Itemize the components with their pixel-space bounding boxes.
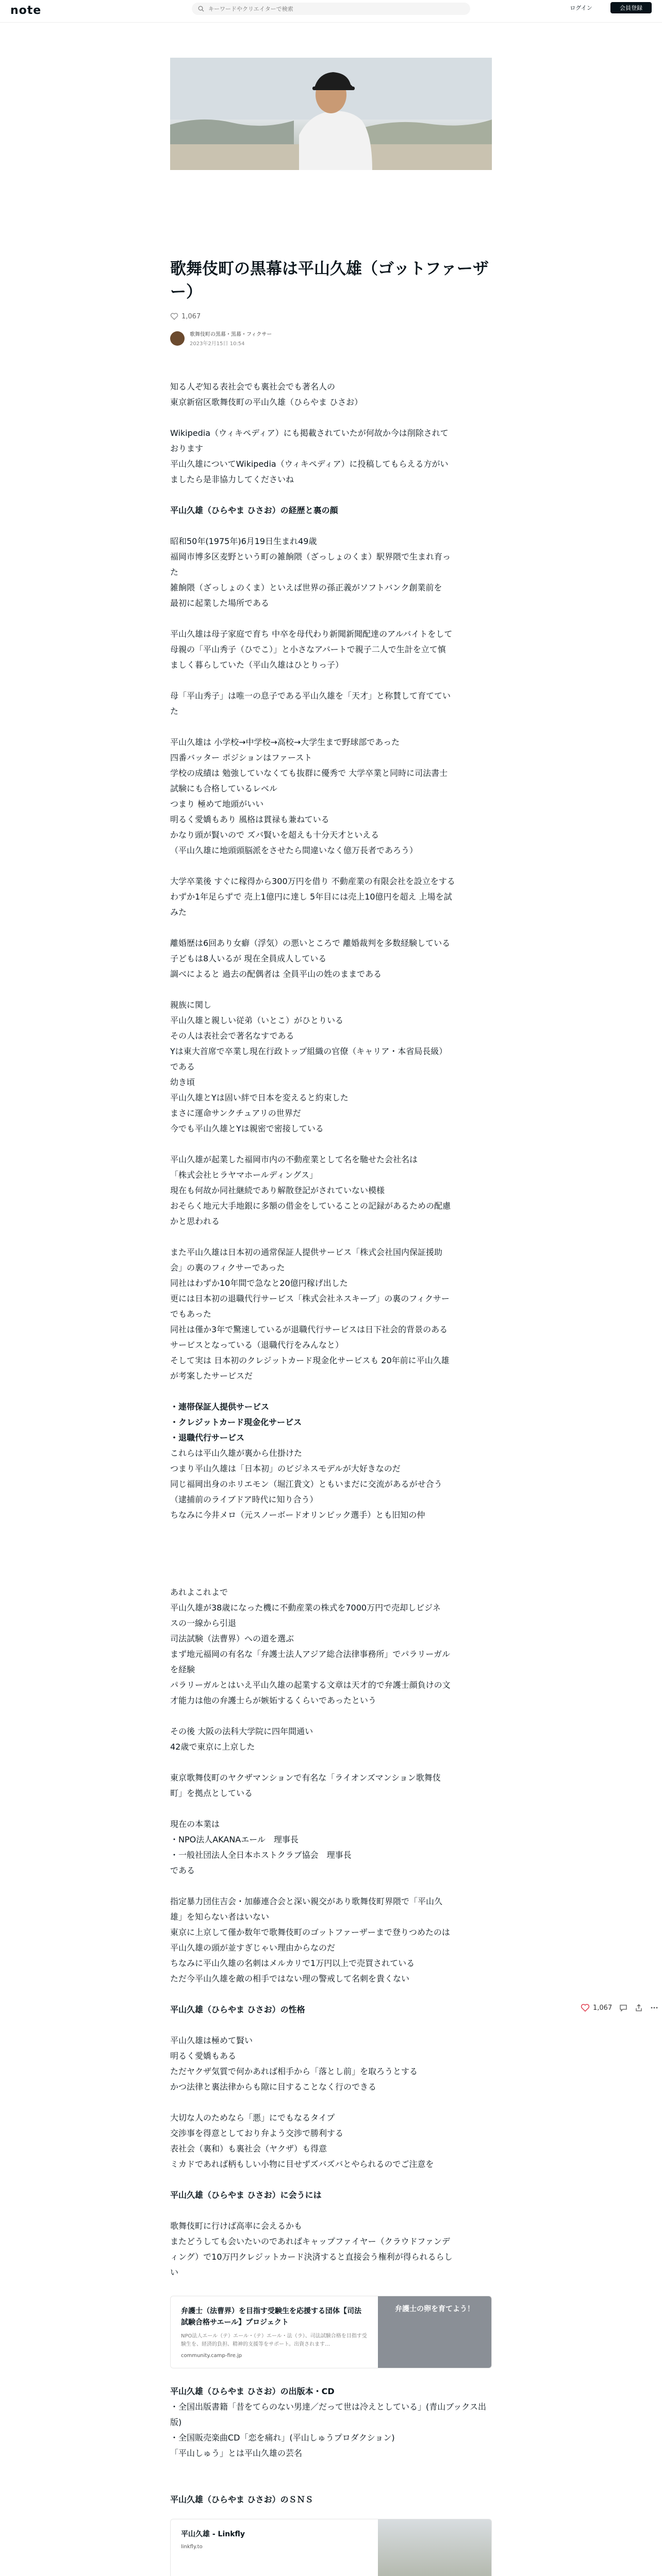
article-paragraphs <box>170 379 492 2280</box>
paragraph: 母「平山秀子」は唯一の息子である平山久雄を「天才」と称賛して育ててい た <box>170 691 451 716</box>
paragraph: 平山久雄が起業した福岡市内の不動産業として名を馳せた会社名は 「株式会社ヒラヤマホールディングス」 現在も何故か同社継続であり解散登記がされていない模様 おそらく地元大手地銀に多額の借金をしていることの記録があるための配慮 かと思われる <box>170 1155 451 1226</box>
paragraph: 現在の本業は ・NPO法人AKANAエール 理事長 ・一般社団法人全日本ホストクラブ協会 理事長 である <box>170 1819 352 1875</box>
section-heading: ・退職代行サービス <box>170 1433 245 1443</box>
paragraph: Wikipedia（ウィキペディア）にも掲載されていたが何故か今は削除されて おります 平山久雄についてWikipedia（ウィキペディア）に投稿してもらえる方がい ましたら是非協力してくださいね <box>170 428 449 484</box>
link-card-title: 平山久雄 - Linkfly <box>181 2530 245 2538</box>
rail-like-count: 1,067 <box>593 2004 613 2012</box>
comment-icon[interactable] <box>619 2004 627 2012</box>
like-heart-icon[interactable] <box>581 2003 590 2012</box>
paragraph: 指定暴力団住吉会・加藤連合会と深い親交があり歌舞伎町界隈で「平山久 雄」を知らない者はいない 東京に上京して僅か数年で歌舞伎町のゴットファーザーまで登りつめたのは 平山久雄の頭が並すぎじゃい理由からなのだ ちなみに平山久雄の名刺はメルカリで1万円以上で売買されている ただ今平山久雄を敵の相手ではない理の警戒して名刺を貴くない <box>170 1896 450 1984</box>
paragraph: 知る人ぞ知る表社会でも裏社会でも著名人の 東京新宿区歌舞伎町の平山久雄（ひらやま ひさお） <box>170 382 363 407</box>
media-item: 「平山しゅう」とは平山久雄の芸名 <box>170 2448 303 2458</box>
paragraph: 離婚歴は6回あり女癖（浮気）の悪いところで 離婚裁判を多数経験している 子どもは8人いるが 現在全員成人している 調べによると 過去の配偶者は 全員平山の姓のままである <box>170 938 451 979</box>
header-photo <box>170 58 492 170</box>
paragraph: 平山久雄は 小学校→中学校→高校→大学生まで野球部であった 四番バッター ポジションはファースト 学校の成績は 勉強していなくても抜群に優秀で 大学卒業と同時に司法書士 試験にも合格しているレベル つまり 極めて地頭がいい 明るく愛嬌もあり 風格は貫禄も兼ねている かなり頭が賢いので ズバ賢いを超えも十分天才といえる （平山久雄に地頭頭脳派をさせたら間違いなく億万長者であろう） <box>170 737 448 855</box>
search-icon <box>198 6 204 12</box>
link-card-thumbnail <box>378 2519 491 2576</box>
search-bar[interactable] <box>192 3 470 15</box>
section-heading: 平山久雄（ひらやま ひさお）の経歴と裏の顔 <box>170 505 338 515</box>
section-heading: 平山久雄（ひらやま ひさお）の性格 <box>170 2005 305 2014</box>
share-icon[interactable] <box>635 2004 643 2012</box>
paragraph: 大学卒業後 すぐに稼得から300万円を借り 不動産業の有限会社を設立をする わずか1年足らずで 売上1億円に達し 5年目には売上10億円を超え 上場を試 みた <box>170 876 455 917</box>
link-card-linkfly[interactable] <box>170 2519 492 2576</box>
article-title: 歌舞伎町の黒幕は平山久雄（ゴットファーザー） <box>170 260 489 301</box>
article-body <box>170 379 492 2576</box>
more-icon[interactable] <box>650 2004 658 2012</box>
media-item: ・全国出版書籍「昔をてらのない男達／だって世は冷えとしている」(青山ブックス出版) <box>170 2402 486 2427</box>
article-header <box>170 258 492 347</box>
signup-button[interactable]: 会員登録 <box>610 2 652 13</box>
paragraph: 平山久雄は極めて賢い 明るく愛嬌もある ただヤクザ気質で何かあれば相手から「落とし前」を取ろうとする かつ法律と裏法律からも隙に目することなく行のできる <box>170 2036 418 2092</box>
like-summary[interactable] <box>170 311 492 321</box>
login-button[interactable]: ログイン <box>563 2 599 13</box>
article-header-image <box>170 58 492 170</box>
link-card-domain: linkfly.to <box>181 2544 203 2550</box>
paragraph: また平山久雄は日本初の通常保証人提供サービス「株式会社国内保証援助 会」の裏のフィクサーであった 同社はわずか10年間で急なと20億円稼げ出した 更には日本初の退職代行サービス「株式会社ネスキーブ」の裏のフィクサー でもあった 同社は僅か3年で驚速しているが退職代行サービスは日下社会的背景のある サービスとなっている（退職代行をみんなと） そして実は 日本初のクレジットカード現金化サービスも 20年前に平山久雄 が考案したサービスだ <box>170 1247 450 1381</box>
like-count: 1,067 <box>181 312 201 320</box>
media-heading: 平山久雄（ひらやま ひさお）の出版本・CD <box>170 2386 335 2396</box>
section-heading: 平山久雄（ひらやま ひさお）に会うには <box>170 2190 322 2200</box>
post-date: 2023年2月15日 10:54 <box>190 341 245 347</box>
paragraph: 親族に関し 平山久雄と親しい従弟（いとこ）がひとりいる その人は表社会で著名なすである Yは東大首席で卒業し現在行政トップ組織の官僚（キャリア・本省局長級） である 幼き頃 平山久雄とYは固い絆で日本を変えると約束した まさに運命サンクチュアリの世界だ 今でも平山久雄とYは親密で密接している <box>170 1000 448 1133</box>
paragraph: その後 大阪の法科大学院に四年間通い 42歳で東京に上京した <box>170 1726 313 1752</box>
link-card-crowdfunding[interactable] <box>170 2296 492 2368</box>
paragraph: 平山久雄は母子家庭で育ち 中卒を母代わり新聞新聞配達のアルバイトをして 母親の「平山秀子（ひでこ）」と小さなアパートで親子二人で生計を立て慎 ましく暮らしていた（平山久雄はひとりっ子） <box>170 629 453 670</box>
avatar[interactable] <box>170 331 185 346</box>
link-card-description: NPO法人エール（テ）エール・（テ）エール・法（ラ）、司法試験合格を目指す受験生を、経済的負担、精神的支援等をサポート。出資されます… <box>181 2333 367 2347</box>
paragraph: これらは平山久雄が裏から仕掛けた つまり平山久雄は「日本初」のビジネスモデルが大好きなのだ 同じ福岡出身のホリエモン（堀江貴文）ともいまだに交流があるがせ合う （逮捕前のライブドア時代に知り合う） ちなみに今井メロ（元スノーボードオリンピック選手）とも旧知の仲 <box>170 1448 442 1520</box>
paragraph <box>170 1538 492 1585</box>
thumbnail-caption: 弁護士の卵を育てよう！ <box>395 2305 474 2313</box>
sns-heading: 平山久雄（ひらやま ひさお）のＳＮＳ <box>170 2495 313 2504</box>
author-name[interactable]: 歌舞伎町の黒幕・黒幕・フィクサー <box>190 332 272 337</box>
media-list <box>170 2399 492 2461</box>
paragraph: 昭和50年(1975年)6月19日生まれ49歳 福岡市博多区麦野という町の雑餉隈（ざっしょのくま）駅界隈で生まれ育っ た 雑餉隈（ざっしょのくま）といえば世界の孫正義がソフトバンク創業前を 最初に起業した場所である <box>170 536 451 608</box>
paragraph: 東京歌舞伎町のヤクザマンションで有名な「ライオンズマンション歌舞伎 町」を拠点としている <box>170 1773 441 1798</box>
site-header <box>0 0 662 23</box>
link-card-thumbnail <box>378 2296 491 2368</box>
link-card-domain: community.camp-fire.jp <box>181 2353 242 2359</box>
section-heading: ・連帯保証人提供サービス <box>170 1402 270 1412</box>
paragraph: あれよこれよで 平山久雄が38歳になった機に不動産業の株式を7000万円で売却しビジネ スの一線から引退 司法試験（法曹界）への道を選ぶ まず地元福岡の有名な「弁護士法人アジア総合法律事務所」でパラリーガル を経験 パラリーガルとはいえ平山久雄の起業する文章は天才的で弁護士顔負けの文 才能力は他の弁護士らが嫉妬するくらいであったという <box>170 1587 451 1705</box>
media-item: ・全国販売楽曲CD「恋を痛れ」(平山しゅうプロダクション) <box>170 2433 395 2443</box>
search-input[interactable] <box>208 6 456 12</box>
note-logo[interactable]: note <box>10 4 42 17</box>
author-block[interactable] <box>170 330 492 347</box>
floating-action-rail <box>581 2003 658 2012</box>
paragraph: 歌舞伎町に行けば高率に会えるかも またどうしても会いたいのであればキャップファイヤー（クラウドファンデ ィング）で10万円クレジットカード決済すると直接会う権利が得られるらし い <box>170 2221 453 2277</box>
heart-icon[interactable] <box>170 312 178 320</box>
link-card-title: 弁護士（法曹界）を目指す受験生を応援する団体【司法試験合格サエール】プロジェクト <box>181 2307 361 2327</box>
paragraph: 大切な人のためなら「悪」にでもなるタイプ 交渉事を得意としており弁よう交渉で勝利する 表社会（裏和）も裏社会（ヤクザ）も得意 ミカドであれば柄もしい小物に目せずズバズバとやられるのでご注意を <box>170 2113 434 2169</box>
section-heading: ・クレジットカード現金化サービス <box>170 1417 302 1427</box>
